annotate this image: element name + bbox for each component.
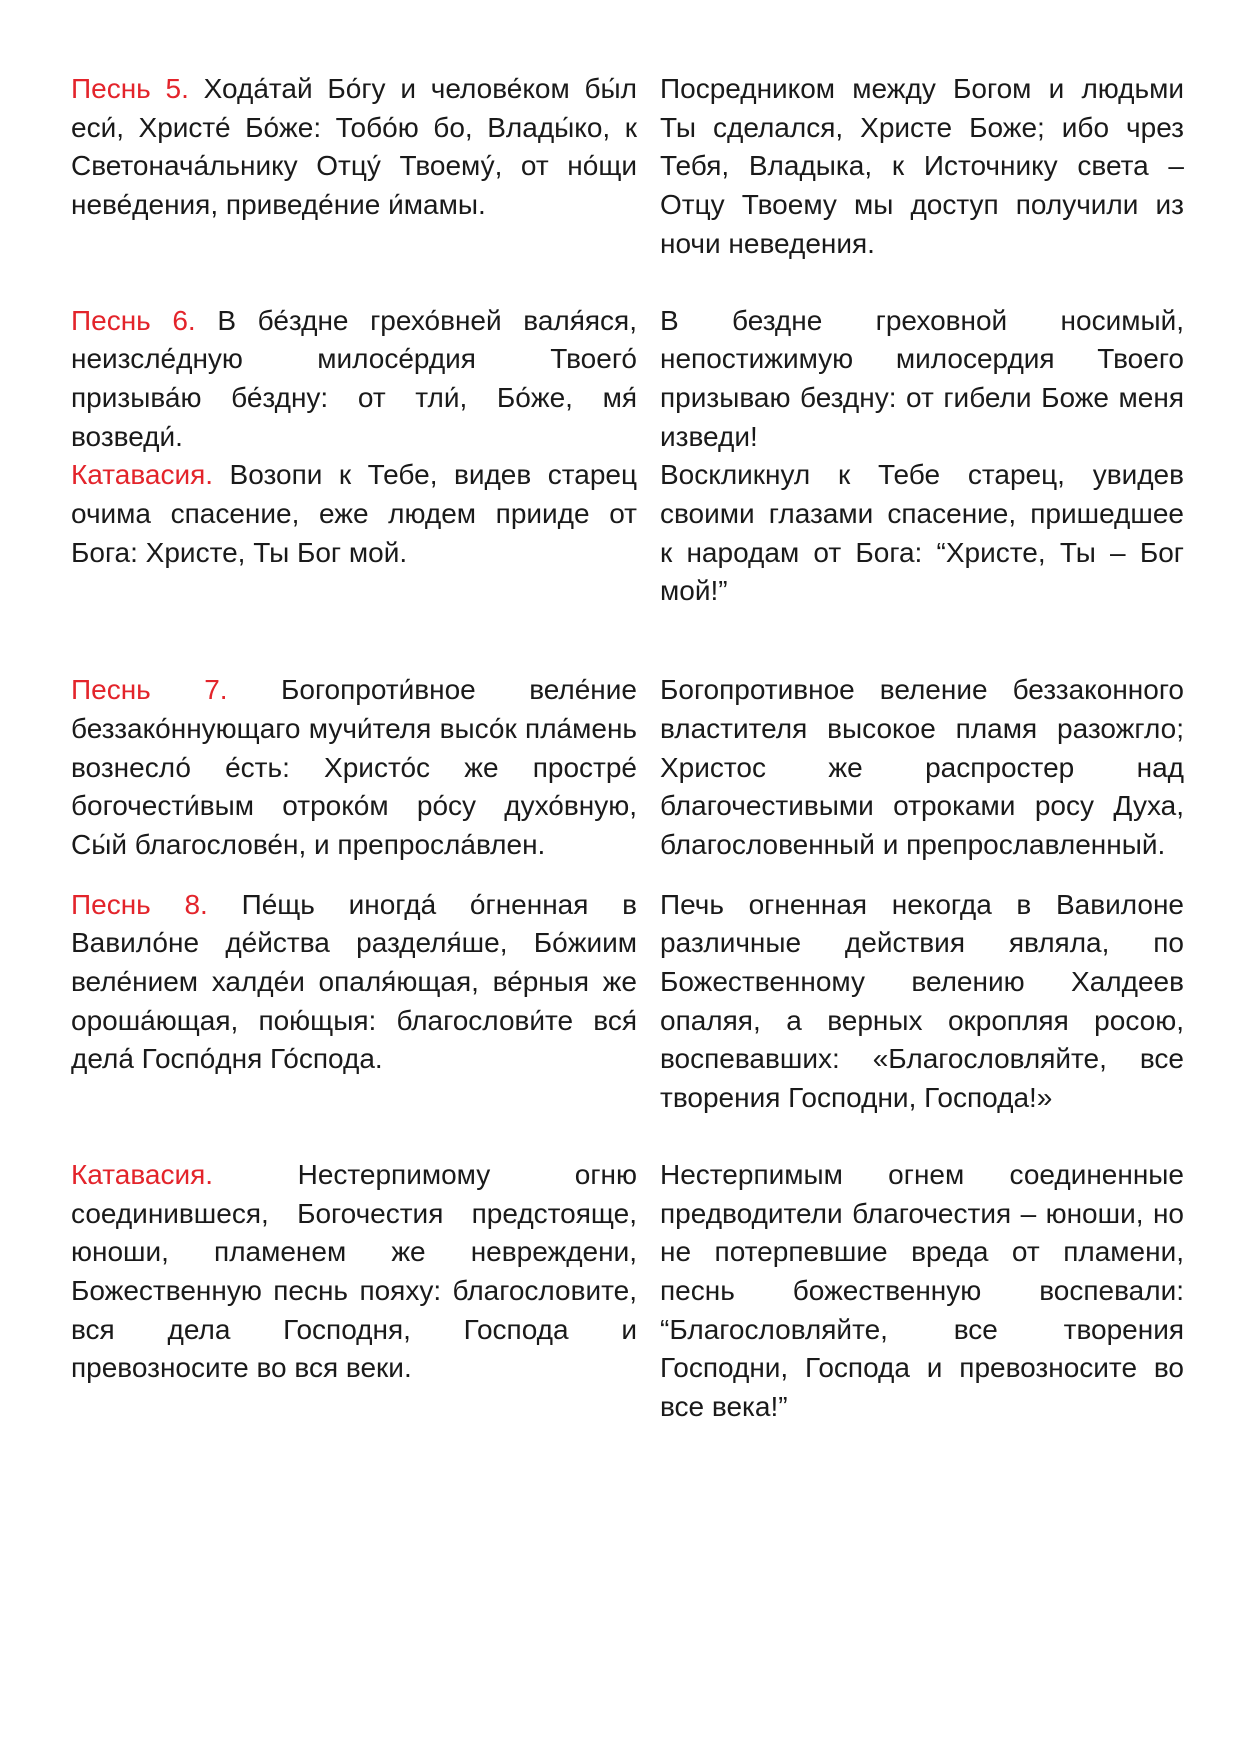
slavonic-text bbox=[71, 671, 637, 865]
slavonic-text bbox=[71, 456, 637, 611]
slavonic-body: Хода́тай Бо́гу и челове́ком бы́л еси́, Христе́ Бо́же: Тобо́ю бо, Влады́ко, к Светонача́льнику Отцу́ Твоему́, от но́щи неве́дения, приведе́ние и́мамы. bbox=[71, 73, 638, 221]
slavonic-text bbox=[71, 1156, 637, 1427]
section-katavasia-8 bbox=[71, 1156, 1184, 1427]
slavonic-body: Пе́щь иногда́ о́гненная в Вавило́не де́йства разделя́ше, Бо́жиим веле́нием халде́и опаля́ющая, ве́рныя же ороша́ющая, пою́щыя: благослови́те вся́ дела́ Госпо́дня Го́спода. bbox=[71, 888, 637, 1075]
slavonic-body: В бе́здне грехо́вней валя́яся, неизсле́дную милосе́рдия Твоего́ призыва́ю бе́здну: от тли́, Бо́же, мя́ возведи́. bbox=[71, 304, 637, 452]
slavonic-text bbox=[71, 70, 637, 264]
slavonic-body: Богопроти́вное веле́ние беззако́ннующаго мучи́теля высо́к пла́мень вознесло́ е́сть: Христо́с же простре́ богочести́вым отроко́м ро́су духо́вную, Сы́й благослове́н, и препросла́влен. bbox=[71, 674, 637, 860]
section-heading: Песнь 8. bbox=[71, 888, 208, 920]
russian-translation: Печь огненная некогда в Вавилоне различные действия являла, по Божественному велению Халдеев опаляя, а верных окропляя росою, воспевавших: «Благословляйте, все творения Господни, Господа!» bbox=[660, 888, 1184, 1114]
slavonic-body: Возопи к Тебе, видев старец очима спасение, еже людем прииде от Бога: Христе, Ты Бог мой. bbox=[71, 459, 637, 568]
section-song-6 bbox=[71, 302, 1184, 457]
section-heading: Песнь 7. bbox=[71, 674, 228, 706]
section-heading: Песнь 5. bbox=[71, 73, 189, 104]
section-heading: Песнь 6. bbox=[71, 304, 196, 336]
section-song-8 bbox=[71, 886, 1184, 1118]
page bbox=[71, 70, 1184, 1427]
section-song-5 bbox=[71, 70, 1184, 264]
slavonic-text bbox=[71, 302, 637, 457]
russian-translation: Нестерпимым огнем соединенные предводители благочестия – юноши, но не потерпевшие вреда от пламени, песнь божественную воспевали: “Благословляйте, все творения Господни, Господа и превозносите во все века!” bbox=[660, 1158, 1184, 1423]
section-song-7 bbox=[71, 671, 1184, 865]
slavonic-text bbox=[71, 886, 637, 1118]
russian-translation: Богопротивное веление беззаконного властителя высокое пламя разожгло; Христос же распростер над благочестивыми отроками росу Духа, благословенный и препрославленный. bbox=[660, 674, 1184, 860]
section-heading: Катавасия. bbox=[71, 459, 214, 491]
russian-translation: В бездне греховной носимый, непостижимую милосердия Твоего призываю бездну: от гибели Боже меня изведи! bbox=[660, 304, 1184, 452]
section-katavasia-6 bbox=[71, 456, 1184, 611]
slavonic-body: Нестерпимому огню соединившеся, Богочестия предстояще, юноши, пламенем же невреждени, Божественную песнь пояху: благословите, вся дела Господня, Господа и превозносите во вся веки. bbox=[71, 1158, 637, 1384]
russian-translation: Посредником между Богом и людьми Ты сделался, Христе Боже; ибо чрез Тебя, Владыка, к Источнику света – Отцу Твоему мы доступ получили из ночи неведения. bbox=[660, 73, 1184, 259]
section-heading: Катавасия. bbox=[71, 1158, 214, 1190]
russian-translation: Воскликнул к Тебе старец, увидев своими глазами спасение, пришедшее к народам от Бога: “Христе, Ты – Бог мой!” bbox=[660, 459, 1184, 607]
